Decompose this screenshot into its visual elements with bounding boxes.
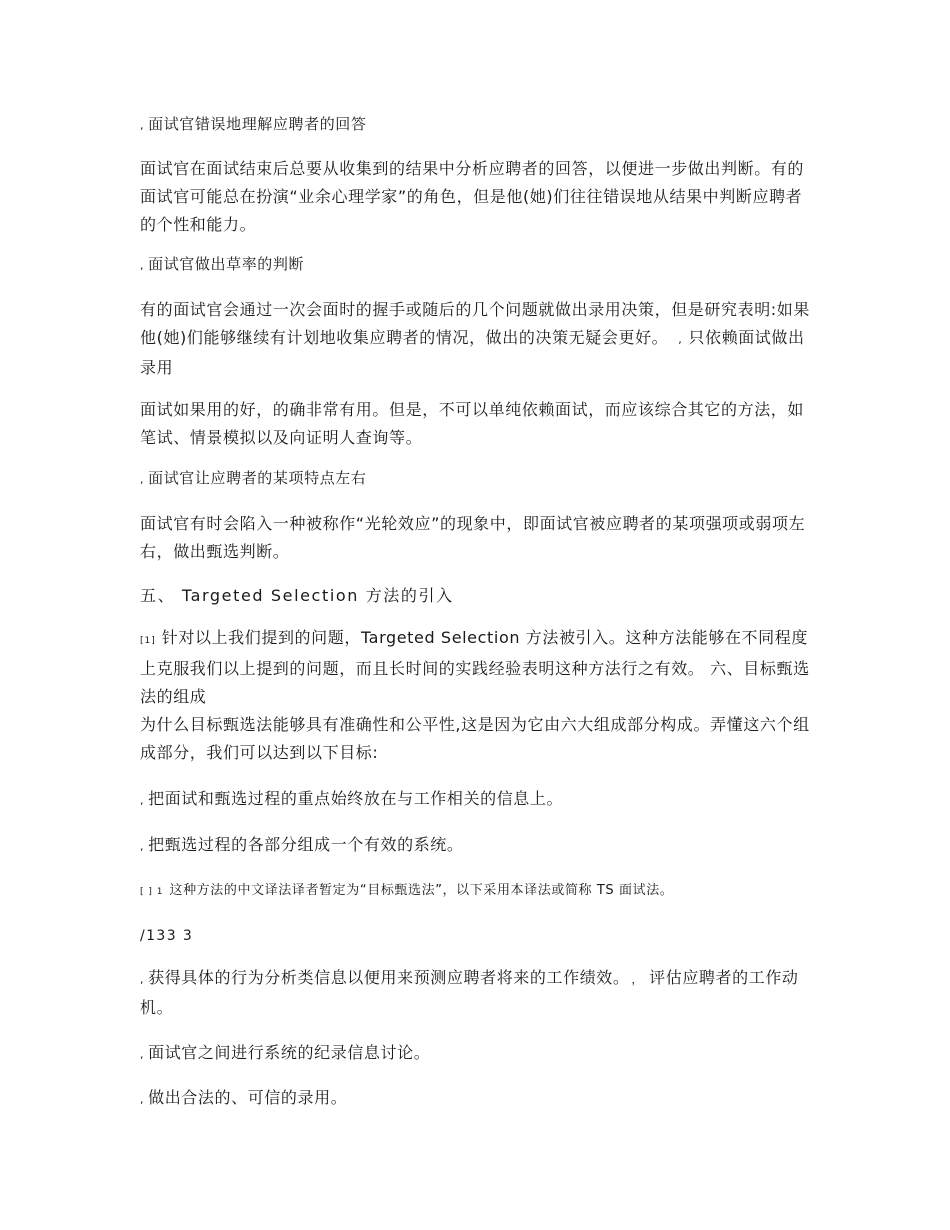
footnote-marker: [ ] 1: [140, 887, 164, 897]
bullet-mark: ,: [140, 259, 145, 272]
heading-text: 面试官让应聘者的某项特点左右: [148, 469, 367, 487]
bullet-item: [140, 785, 812, 815]
bullet-text: 评估应聘者的工作动机。: [140, 968, 799, 1017]
footnote: [140, 880, 812, 903]
bullet-text: 把面试和甄选过程的重点始终放在与工作相关的信息上。: [148, 789, 564, 808]
bullet-text: 做出合法的、可信的录用。: [148, 1088, 348, 1107]
bullet-mark: ,: [140, 794, 145, 807]
paragraph-halo-effect: 面试官有时会陷入一种被称作“光轮效应”的现象中，即面试官被应聘者的某项强项或弱项左右，做出甄选判断。: [140, 514, 806, 561]
bullet-mark: ,: [140, 973, 145, 986]
heading-halo-effect: [140, 466, 812, 492]
bullet-mark: ,: [140, 840, 145, 853]
heading-text: 面试官错误地理解应聘者的回答: [148, 115, 367, 133]
bullet-item: [140, 1084, 812, 1114]
heading-text: 面试官做出草率的判断: [148, 255, 305, 273]
paragraph-interview-useful: 面试如果用的好，的确非常有用。但是，不可以单纯依赖面试，而应该综合其它的方法，如笔试、情景模拟以及向证明人查询等。: [140, 400, 805, 447]
bullet-mark: ,: [140, 1048, 145, 1061]
paragraph-introduction: [140, 624, 812, 711]
bullet-item: [140, 964, 812, 1022]
inline-heading-rely-interview: 只依赖面试做出录用: [140, 328, 805, 377]
bullet-mark: ,: [140, 473, 145, 486]
paragraph-analysis: 面试官在面试结束后总要从收集到的结果中分析应聘者的回答，以便进一步做出判断。有的面试官可能总在扮演“业余心理学家”的角色，但是他(她)们往往错误地从结果中判断应聘者的个性和能力。: [140, 159, 805, 234]
bullet-text: 获得具体的行为分析类信息以便用来预测应聘者将来的工作绩效。: [148, 968, 622, 987]
bullet-text: 面试官之间进行系统的纪录信息讨论。: [148, 1043, 431, 1062]
bullet-mark: ，: [631, 973, 644, 986]
section-heading-five: 五、 Targeted Selection 方法的引入: [140, 586, 454, 605]
bullet-item: [140, 831, 812, 861]
bullet-text: 把甄选过程的各部分组成一个有效的系统。: [148, 835, 464, 854]
paragraph-text: 有的面试官会通过一次会面时的握手或随后的几个问题就做出录用决策，但是研究表明:如果他(她)们能够继续有计划地收集应聘者的情况，做出的决策无疑会更好。: [140, 300, 810, 347]
bullet-mark: ,: [678, 333, 683, 346]
heading-hasty-judgment: [140, 252, 812, 278]
page-number: /133 3: [140, 928, 194, 944]
bullet-item: [140, 1039, 812, 1069]
footnote-text: 这种方法的中文译法译者暂定为“目标甄选法”，以下采用本译法或简称 TS 面试法。: [169, 883, 674, 898]
paragraph-hasty-judgment: [140, 296, 812, 382]
paragraph-six-components: 为什么目标甄选法能够具有准确性和公平性,这是因为它由六大组成部分构成。弄懂这六个组成部分，我们可以达到以下目标:: [140, 715, 810, 762]
bullet-mark: ,: [140, 119, 145, 132]
paragraph-text: 针对以上我们提到的问题，Targeted Selection 方法被引入。这种方法能够在不同程度上克服我们以上提到的问题，而且长时间的实践经验表明这种方法行之有效。 六、目标甄选法的组成: [140, 628, 810, 706]
heading-misunderstand-answers: [140, 112, 812, 138]
footnote-reference: [1]: [140, 636, 156, 646]
bullet-mark: ,: [140, 1093, 145, 1106]
